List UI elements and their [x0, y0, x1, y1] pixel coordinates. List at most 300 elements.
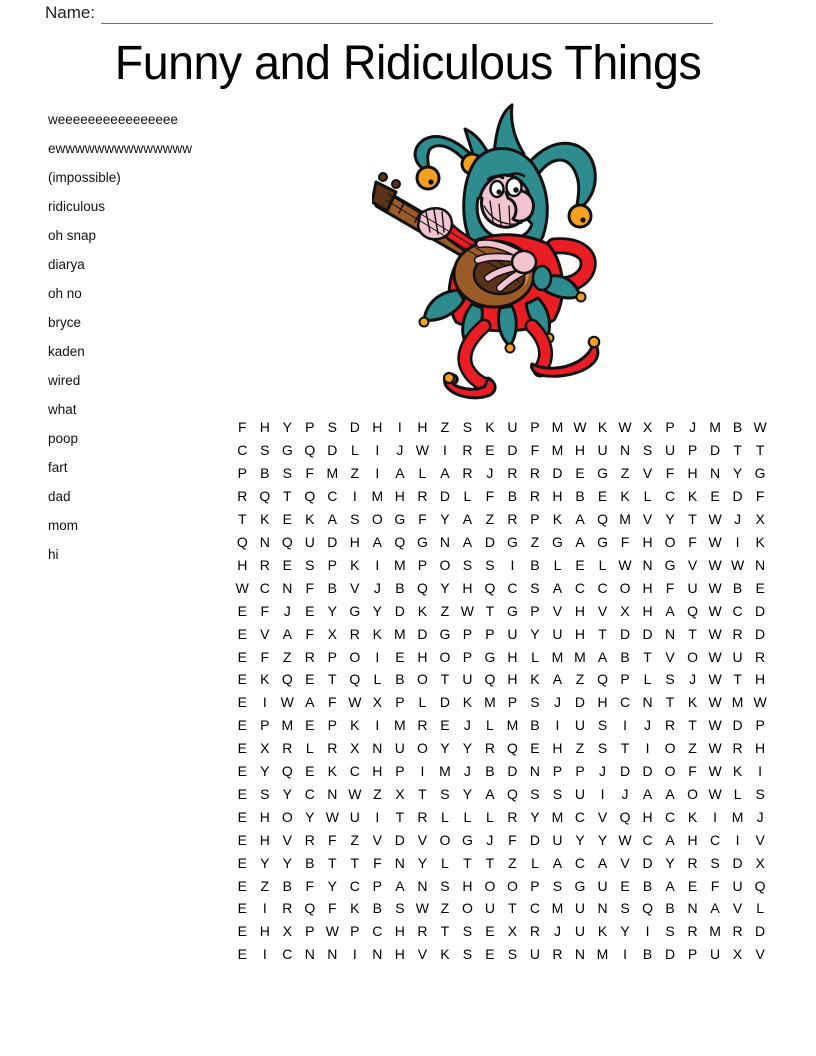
- grid-letter: V: [417, 946, 428, 963]
- grid-letter: I: [713, 808, 718, 825]
- grid-letter: W: [573, 419, 587, 436]
- grid-letter: C: [664, 488, 676, 505]
- grid-letter: W: [708, 671, 722, 688]
- grid-letter: G: [394, 511, 406, 528]
- grid-letter: K: [687, 694, 698, 711]
- grid-letter: F: [328, 900, 337, 917]
- grid-letter: E: [530, 740, 540, 757]
- grid-letter: M: [551, 648, 564, 665]
- grid-letter: C: [642, 831, 653, 848]
- grid-letter: Z: [485, 511, 495, 528]
- grid-letter: N: [439, 533, 450, 550]
- grid-letter: Q: [394, 533, 406, 550]
- grid-letter: X: [755, 854, 765, 871]
- grid-letter: K: [732, 763, 743, 780]
- grid-letter: Y: [732, 465, 743, 482]
- grid-letter: R: [507, 808, 518, 825]
- grid-letter: M: [731, 694, 744, 711]
- grid-letter: F: [688, 533, 697, 550]
- grid-letter: W: [235, 579, 249, 596]
- grid-letter: F: [373, 854, 382, 871]
- grid-letter: P: [327, 717, 337, 734]
- grid-letter: V: [282, 831, 292, 848]
- grid-letter: Q: [281, 533, 293, 550]
- grid-letter: G: [416, 533, 428, 550]
- grid-letter: Z: [575, 740, 585, 757]
- grid-letter: D: [552, 465, 563, 482]
- grid-letter: W: [415, 900, 429, 917]
- grid-letter: W: [708, 785, 722, 802]
- grid-letter: L: [733, 785, 742, 802]
- grid-letter: G: [552, 533, 563, 550]
- grid-letter: K: [327, 763, 337, 780]
- grid-letter: N: [327, 946, 338, 963]
- grid-letter: V: [372, 831, 383, 848]
- grid-letter: K: [687, 808, 698, 825]
- grid-letter: T: [283, 488, 292, 505]
- grid-letter: B: [327, 579, 337, 596]
- grid-letter: T: [463, 854, 472, 871]
- grid-letter: Y: [665, 511, 675, 528]
- grid-letter: G: [574, 877, 586, 894]
- grid-letter: M: [439, 763, 451, 780]
- grid-letter: Z: [440, 602, 450, 619]
- grid-letter: N: [710, 465, 721, 482]
- grid-letter: W: [708, 763, 722, 780]
- grid-letter: K: [597, 923, 608, 940]
- grid-letter: J: [486, 831, 494, 848]
- grid-letter: E: [237, 900, 247, 917]
- letter-grid: [231, 416, 771, 966]
- grid-letter: F: [305, 625, 315, 642]
- grid-letter: S: [485, 556, 495, 573]
- grid-letter: H: [574, 602, 586, 619]
- grid-letter: T: [755, 442, 765, 459]
- grid-letter: Q: [507, 740, 518, 757]
- grid-letter: O: [484, 877, 496, 894]
- grid-letter: V: [597, 602, 608, 619]
- grid-letter: E: [237, 671, 247, 688]
- grid-letter: H: [507, 671, 518, 688]
- grid-letter: E: [237, 763, 247, 780]
- grid-letter: K: [687, 488, 698, 505]
- grid-letter: O: [687, 648, 699, 665]
- grid-letter: U: [349, 808, 360, 825]
- grid-letter: H: [394, 923, 405, 940]
- grid-letter: P: [530, 419, 540, 436]
- grid-letter: F: [755, 488, 765, 505]
- grid-letter: A: [327, 511, 337, 528]
- grid-letter: S: [260, 785, 270, 802]
- grid-letter: I: [623, 946, 627, 963]
- grid-letter: W: [708, 740, 722, 757]
- grid-letter: W: [618, 831, 632, 848]
- grid-letter: R: [259, 556, 270, 573]
- grid-letter: I: [352, 946, 357, 963]
- grid-letter: E: [237, 808, 247, 825]
- grid-letter: V: [350, 579, 360, 596]
- grid-letter: R: [507, 511, 518, 528]
- grid-letter: W: [325, 923, 339, 940]
- grid-letter: C: [574, 854, 586, 871]
- grid-letter: D: [327, 533, 338, 550]
- grid-letter: U: [574, 900, 586, 917]
- grid-letter: B: [395, 671, 405, 688]
- grid-letter: N: [619, 442, 631, 459]
- grid-letter: U: [507, 419, 518, 436]
- grid-letter: T: [237, 511, 247, 528]
- grid-letter: U: [462, 671, 473, 688]
- grid-letter: Y: [462, 740, 473, 757]
- name-label: Name:: [45, 3, 96, 22]
- grid-letter: T: [440, 923, 450, 940]
- grid-letter: W: [753, 694, 767, 711]
- grid-letter: O: [439, 556, 451, 573]
- grid-letter: P: [530, 511, 540, 528]
- grid-letter: P: [395, 763, 405, 780]
- grid-letter: T: [733, 442, 742, 459]
- grid-letter: Y: [575, 831, 585, 848]
- grid-letter: S: [260, 442, 270, 459]
- grid-letter: A: [642, 785, 653, 802]
- grid-letter: W: [753, 419, 767, 436]
- grid-letter: L: [463, 488, 472, 505]
- grid-letter: D: [642, 625, 653, 642]
- grid-letter: A: [282, 625, 292, 642]
- grid-letter: T: [688, 625, 697, 642]
- grid-letter: U: [552, 831, 563, 848]
- grid-letter: P: [507, 694, 518, 711]
- grid-letter: Y: [530, 625, 540, 642]
- grid-letter: R: [349, 625, 360, 642]
- grid-letter: Q: [597, 671, 608, 688]
- grid-letter: W: [708, 602, 722, 619]
- grid-letter: H: [394, 946, 405, 963]
- grid-letter: Q: [642, 900, 653, 917]
- grid-letter: R: [755, 648, 766, 665]
- grid-letter: C: [372, 923, 383, 940]
- grid-letter: H: [259, 808, 270, 825]
- grid-letter: L: [441, 808, 449, 825]
- grid-letter: M: [551, 419, 564, 436]
- grid-letter: B: [485, 763, 495, 780]
- grid-letter: S: [597, 717, 608, 734]
- grid-letter: R: [327, 740, 338, 757]
- grid-letter: P: [395, 694, 405, 711]
- grid-letter: A: [552, 671, 563, 688]
- grid-letter: C: [597, 579, 608, 596]
- grid-letter: Z: [575, 671, 585, 688]
- grid-letter: U: [574, 923, 586, 940]
- grid-letter: K: [260, 671, 270, 688]
- grid-letter: D: [327, 442, 338, 459]
- grid-letter: D: [619, 625, 631, 642]
- grid-letter: X: [395, 785, 405, 802]
- grid-letter: W: [708, 694, 722, 711]
- grid-letter: C: [349, 877, 360, 894]
- grid-letter: L: [463, 808, 472, 825]
- word-list: [48, 105, 192, 569]
- jester-svg: [372, 94, 632, 406]
- grid-letter: O: [416, 671, 428, 688]
- grid-letter: U: [732, 877, 743, 894]
- grid-letter: Z: [530, 533, 540, 550]
- grid-letter: B: [395, 579, 405, 596]
- grid-letter: S: [462, 556, 473, 573]
- grid-letter: V: [642, 511, 653, 528]
- grid-letter: Y: [327, 877, 337, 894]
- grid-letter: H: [642, 533, 653, 550]
- grid-letter: P: [237, 465, 247, 482]
- grid-letter: R: [417, 717, 428, 734]
- grid-letter: T: [395, 808, 405, 825]
- grid-letter: Y: [327, 602, 337, 619]
- grid-letter: X: [350, 740, 360, 757]
- grid-letter: R: [529, 465, 541, 482]
- grid-letter: M: [551, 808, 564, 825]
- grid-letter: I: [735, 533, 740, 550]
- grid-letter: H: [394, 488, 405, 505]
- grid-letter: I: [375, 465, 380, 482]
- grid-letter: U: [552, 625, 563, 642]
- grid-letter: R: [417, 488, 428, 505]
- word-list-item: diarya: [48, 257, 85, 272]
- grid-letter: R: [282, 740, 293, 757]
- grid-letter: N: [642, 694, 653, 711]
- grid-letter: A: [665, 831, 675, 848]
- grid-letter: C: [574, 579, 586, 596]
- grid-letter: R: [304, 831, 315, 848]
- grid-letter: Q: [304, 488, 316, 505]
- grid-letter: E: [575, 556, 585, 573]
- grid-letter: J: [283, 602, 291, 619]
- grid-letter: G: [664, 556, 676, 573]
- grid-letter: F: [305, 465, 315, 482]
- grid-letter: S: [440, 877, 450, 894]
- grid-letter: B: [575, 488, 585, 505]
- grid-letter: S: [507, 946, 518, 963]
- grid-letter: C: [327, 488, 338, 505]
- grid-letter: B: [732, 419, 743, 436]
- grid-letter: S: [620, 900, 630, 917]
- grid-letter: S: [305, 556, 315, 573]
- grid-letter: H: [687, 831, 698, 848]
- grid-letter: X: [620, 602, 630, 619]
- grid-letter: P: [620, 671, 630, 688]
- grid-letter: Z: [350, 465, 360, 482]
- grid-letter: N: [259, 533, 270, 550]
- grid-letter: F: [328, 694, 337, 711]
- grid-letter: R: [732, 923, 743, 940]
- grid-letter: H: [349, 533, 360, 550]
- grid-letter: D: [574, 694, 586, 711]
- grid-letter: C: [574, 808, 586, 825]
- grid-letter: C: [507, 579, 518, 596]
- grid-letter: L: [531, 854, 539, 871]
- grid-letter: U: [597, 442, 608, 459]
- grid-letter: K: [597, 419, 608, 436]
- grid-letter: E: [440, 717, 450, 734]
- grid-letter: C: [529, 900, 541, 917]
- grid-letter: R: [732, 625, 743, 642]
- grid-letter: O: [507, 877, 518, 894]
- grid-letter: E: [237, 877, 247, 894]
- grid-letter: P: [305, 419, 315, 436]
- grid-letter: H: [574, 625, 586, 642]
- grid-letter: H: [642, 808, 653, 825]
- grid-letter: A: [597, 648, 608, 665]
- grid-letter: D: [394, 602, 405, 619]
- grid-letter: R: [462, 465, 473, 482]
- grid-letter: B: [732, 579, 743, 596]
- grid-letter: P: [327, 648, 337, 665]
- word-list-item: kaden: [48, 344, 85, 359]
- grid-letter: F: [530, 442, 540, 459]
- grid-letter: K: [350, 717, 360, 734]
- grid-letter: Z: [508, 854, 517, 871]
- grid-letter: S: [530, 694, 540, 711]
- grid-letter: V: [755, 946, 765, 963]
- grid-letter: L: [756, 900, 765, 917]
- grid-letter: P: [260, 717, 270, 734]
- grid-letter: J: [553, 923, 561, 940]
- grid-letter: L: [350, 442, 359, 459]
- grid-letter: R: [687, 923, 698, 940]
- grid-letter: F: [305, 877, 315, 894]
- grid-letter: S: [462, 923, 473, 940]
- grid-letter: E: [305, 763, 315, 780]
- word-list-item: ridiculous: [48, 199, 106, 214]
- grid-letter: G: [439, 625, 451, 642]
- grid-letter: I: [375, 808, 380, 825]
- grid-letter: Q: [304, 900, 316, 917]
- grid-letter: H: [755, 671, 766, 688]
- grid-letter: Z: [283, 648, 292, 665]
- grid-letter: H: [574, 442, 586, 459]
- grid-letter: E: [687, 877, 698, 894]
- grid-letter: C: [710, 831, 721, 848]
- grid-letter: A: [552, 854, 563, 871]
- grid-letter: R: [552, 946, 563, 963]
- grid-letter: E: [620, 877, 630, 894]
- grid-letter: Y: [665, 854, 675, 871]
- grid-letter: I: [600, 785, 605, 802]
- grid-letter: W: [708, 556, 722, 573]
- grid-letter: D: [732, 854, 743, 871]
- grid-letter: S: [755, 785, 765, 802]
- grid-letter: V: [552, 602, 563, 619]
- grid-letter: J: [734, 511, 742, 528]
- grid-letter: L: [486, 717, 494, 734]
- grid-letter: L: [373, 671, 382, 688]
- grid-letter: A: [665, 602, 675, 619]
- grid-letter: I: [645, 740, 650, 757]
- grid-letter: F: [665, 579, 675, 596]
- grid-letter: Z: [260, 877, 270, 894]
- word-list-item: hi: [48, 547, 59, 562]
- grid-letter: R: [529, 488, 541, 505]
- grid-letter: G: [507, 533, 518, 550]
- grid-letter: M: [394, 625, 406, 642]
- grid-letter: D: [642, 763, 653, 780]
- grid-letter: G: [349, 602, 361, 619]
- word-list-item: oh snap: [48, 228, 97, 243]
- grid-letter: J: [553, 694, 561, 711]
- grid-letter: M: [506, 717, 519, 734]
- grid-letter: W: [618, 556, 632, 573]
- grid-letter: K: [305, 511, 315, 528]
- grid-letter: F: [508, 831, 517, 848]
- grid-letter: Y: [282, 419, 292, 436]
- grid-letter: Q: [236, 533, 248, 550]
- grid-letter: T: [485, 602, 495, 619]
- grid-letter: J: [463, 763, 471, 780]
- grid-letter: C: [619, 694, 631, 711]
- grid-letter: R: [507, 465, 518, 482]
- grid-letter: P: [687, 442, 698, 459]
- grid-letter: R: [462, 442, 473, 459]
- grid-letter: R: [237, 488, 248, 505]
- grid-letter: B: [642, 946, 653, 963]
- grid-letter: P: [462, 648, 473, 665]
- grid-letter: W: [708, 579, 722, 596]
- grid-letter: O: [664, 740, 676, 757]
- grid-letter: S: [462, 946, 473, 963]
- grid-letter: E: [282, 556, 292, 573]
- word-list-item: poop: [48, 431, 79, 446]
- grid-letter: D: [439, 488, 450, 505]
- grid-letter: H: [642, 602, 653, 619]
- grid-letter: T: [485, 854, 495, 871]
- grid-letter: E: [237, 694, 247, 711]
- grid-letter: R: [687, 854, 698, 871]
- grid-letter: M: [574, 648, 586, 665]
- grid-letter: D: [642, 854, 653, 871]
- grid-letter: W: [618, 419, 632, 436]
- grid-letter: I: [375, 556, 380, 573]
- grid-letter: D: [484, 533, 495, 550]
- word-list-item: wired: [48, 373, 81, 388]
- grid-letter: S: [440, 785, 450, 802]
- grid-letter: H: [552, 488, 563, 505]
- grid-letter: A: [395, 465, 405, 482]
- grid-letter: L: [553, 556, 562, 573]
- name-blank-line: [101, 3, 713, 24]
- grid-letter: M: [709, 419, 721, 436]
- grid-letter: I: [375, 717, 380, 734]
- grid-letter: X: [327, 625, 337, 642]
- grid-letter: E: [237, 648, 247, 665]
- grid-letter: U: [664, 442, 676, 459]
- grid-letter: I: [555, 717, 560, 734]
- grid-letter: H: [462, 877, 473, 894]
- grid-letter: F: [328, 831, 337, 848]
- grid-letter: W: [325, 808, 339, 825]
- grid-letter: Q: [304, 442, 316, 459]
- grid-letter: U: [394, 740, 405, 757]
- grid-letter: R: [664, 717, 676, 734]
- page-title: Funny and Ridiculous Things: [114, 37, 702, 90]
- grid-letter: N: [642, 556, 653, 573]
- grid-letter: E: [237, 740, 247, 757]
- word-list-item: what: [48, 402, 77, 417]
- grid-letter: R: [529, 923, 541, 940]
- grid-letter: W: [280, 694, 294, 711]
- grid-letter: P: [530, 877, 540, 894]
- grid-letter: W: [415, 442, 429, 459]
- grid-letter: F: [710, 877, 720, 894]
- grid-letter: O: [349, 648, 361, 665]
